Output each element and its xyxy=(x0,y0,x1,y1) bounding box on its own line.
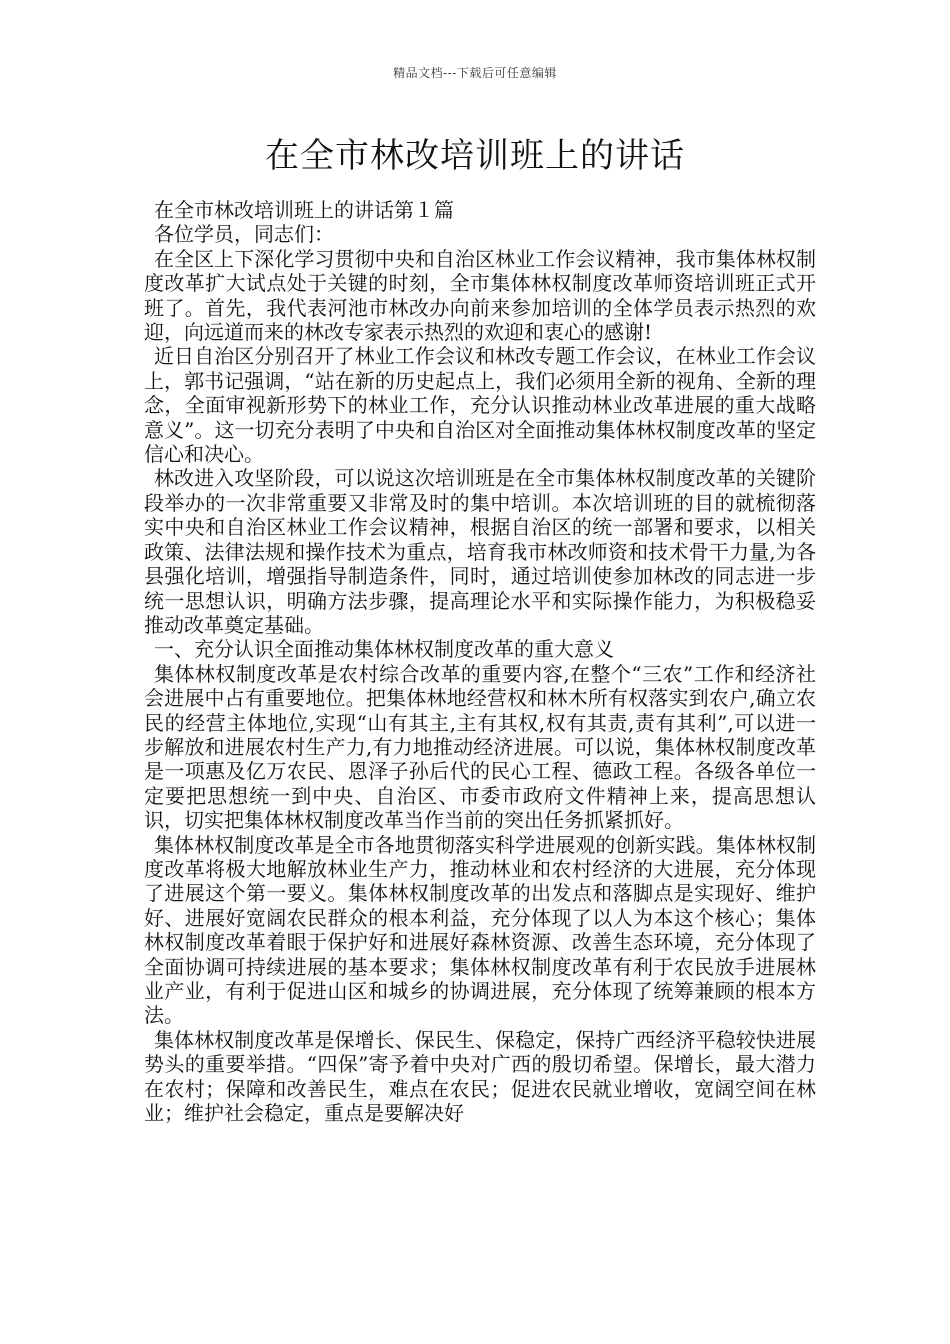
document-body xyxy=(144,198,816,1125)
body-paragraph: 集体林权制度改革是农村综合改革的重要内容,在整个“三农”工作和经济社会进展中占有重要地位。把集体林地经营权和林木所有权落实到农户,确立农民的经营主体地位,实现“山有其主,主有其权,权有其责,责有其利”,可以进一步解放和进展农村生产力,有力地推动经济进展。可以说，集体林权制度改革是一项惠及亿万农民、恩泽子孙后代的民心工程、德政工程。各级各单位一定要把思想统一到中央、自治区、市委市政府文件精神上来，提高思想认识，切实把集体林权制度改革当作当前的突出任务抓紧抓好。 xyxy=(144,661,816,833)
body-paragraph: 集体林权制度改革是全市各地贯彻落实科学进展观的创新实践。集体林权制度改革将极大地解放林业生产力，推动林业和农村经济的大进展，充分体现了进展这个第一要义。集体林权制度改革的出发点和落脚点是实现好、维护好、进展好宽阔农民群众的根本利益，充分体现了以人为本这个核心；集体林权制度改革着眼于保护好和进展好森林资源、改善生态环境，充分体现了全面协调可持续进展的基本要求；集体林权制度改革有利于农民放手进展林业产业，有利于促进山区和城乡的协调进展，充分体现了统筹兼顾的根本方法。 xyxy=(144,832,816,1028)
subtitle-paragraph: 在全市林改培训班上的讲话第１篇 xyxy=(154,198,454,222)
section-heading: 一、充分认识全面推动集体林权制度改革的重大意义 xyxy=(154,637,614,662)
body-paragraph: 集体林权制度改革是保增长、保民生、保稳定，保持广西经济平稳较快进展势头的重要举措。“四保”寄予着中央对广西的殷切希望。保增长，最大潜力在农村；保障和改善民生，难点在农民；促进农民就业增收，宽阔空间在林业；维护社会稳定，重点是要解决好 xyxy=(144,1027,816,1126)
header-note: 精品文档---下载后可任意编辑 xyxy=(393,66,557,80)
body-paragraph: 近日自治区分别召开了林业工作会议和林改专题工作会议，在林业工作会议上，郭书记强调，“站在新的历史起点上，我们必须用全新的视角、全新的理念，全面审视新形势下的林业工作，充分认识推动林业改革进展的重大战略意义”。这一切充分表明了中央和自治区对全面推动集体林权制度改革的坚定信心和决心。 xyxy=(144,344,816,467)
salutation-paragraph: 各位学员，同志们： xyxy=(154,222,334,247)
body-paragraph: 林改进入攻坚阶段，可以说这次培训班是在全市集体林权制度改革的关键阶段举办的一次非常重要又非常及时的集中培训。本次培训班的目的就梳彻落实中央和自治区林业工作会议精神，根据自治区的统一部署和要求，以相关政策、法律法规和操作技术为重点，培育我市林改师资和技术骨干力量,为各县强化培训，增强指导制造条件，同时，通过培训使参加林改的同志进一步统一思想认识，明确方法步骤，提高理论水平和实际操作能力，为积极稳妥推动改革奠定基础。 xyxy=(144,466,816,637)
body-paragraph: 在全区上下深化学习贯彻中央和自治区林业工作会议精神，我市集体林权制度改革扩大试点处于关键的时刻，全市集体林权制度改革师资培训班正式开班了。首先，我代表河池市林改办向前来参加培训的全体学员表示热烈的欢迎，向远道而来的林改专家表示热烈的欢迎和衷心的感谢! xyxy=(144,246,816,345)
document-title: 在全市林改培训班上的讲话 xyxy=(265,136,685,176)
